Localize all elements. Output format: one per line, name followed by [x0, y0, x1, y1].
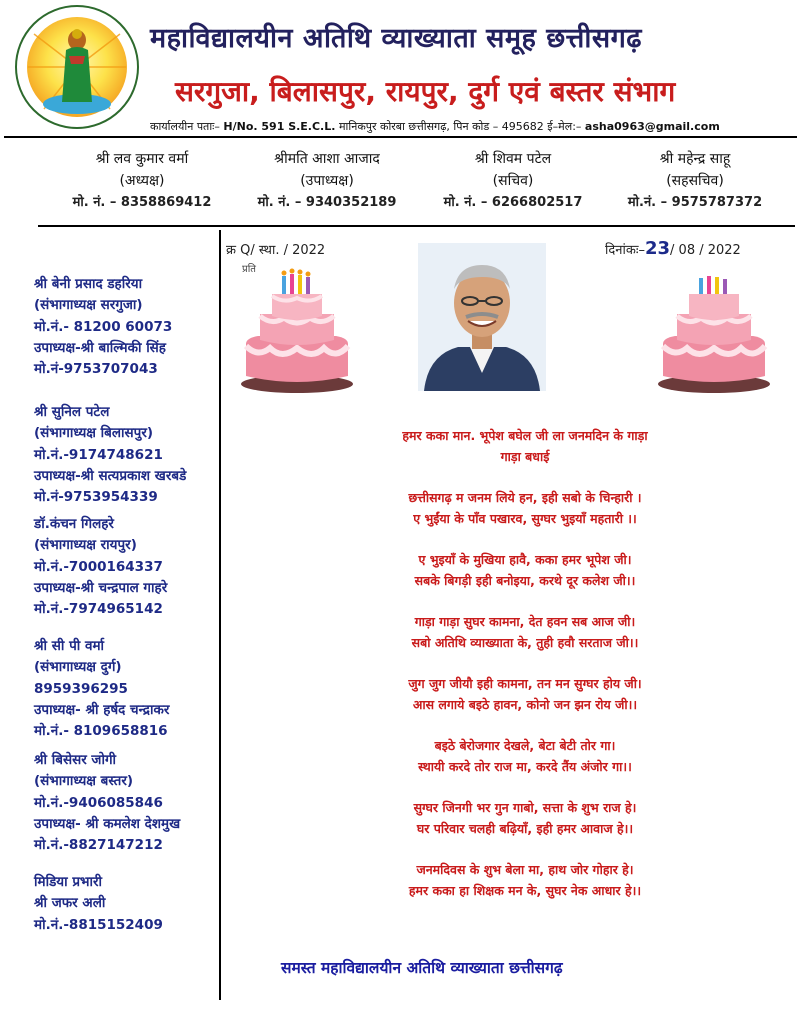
- division-subtitle: सरगुजा, बिलासपुर, रायपुर, दुर्ग एवं बस्तर संभाग: [175, 75, 676, 108]
- letter-date: [605, 238, 741, 259]
- poem-line: छत्तीसगढ़ म जनम लिये हन, इही सबो के चिन्हारी ।: [408, 490, 642, 505]
- contact-line: डॉ.कंचन गिलहरे: [34, 516, 114, 532]
- contact-line: श्री सुनिल पटेल: [34, 404, 110, 420]
- contact-line: मो.नं.-8827147212: [34, 837, 163, 854]
- signature-footer: समस्त महाविद्यालयीन अतिथि व्याख्याता छत्तीसगढ़: [281, 959, 563, 977]
- contact-line: उपाध्यक्ष-श्री बाल्मिकी सिंह: [34, 339, 166, 356]
- contact-line: 8959396295: [34, 680, 128, 697]
- poem-line: गाड़ा बधाई: [500, 448, 550, 464]
- poem-line: स्थायी करदे तोर राज मा, करदे तैंय अंजोर गा।।: [418, 758, 632, 774]
- address-house-number: H/No. 591 S.E.C.L.: [223, 120, 336, 133]
- division-contact-raipur: [34, 514, 167, 620]
- contact-line: (संभागाध्यक्ष रायपुर): [34, 537, 137, 554]
- contact-line: मो.नं.-8815152409: [34, 916, 163, 933]
- address-rest: मानिकपुर कोरबा छत्तीसगढ़, पिन कोड – 495682 ई–मेल:–: [338, 120, 582, 133]
- email-address[interactable]: asha0963@gmail.com: [584, 120, 720, 133]
- contact-line: (संभागाध्यक्ष बस्तर): [34, 773, 134, 790]
- contact-line: मो.नं.-9174748621: [34, 446, 163, 463]
- poem-stanza: [300, 674, 750, 715]
- officer-name: श्रीमति आशा आजाद: [274, 151, 380, 167]
- contact-line: (संभागाध्यक्ष सरगुजा): [34, 297, 143, 314]
- division-contact-bilaspur: [34, 402, 186, 508]
- prati-label: प्रति: [242, 264, 256, 275]
- contact-line: श्री बिसेसर जोगी: [34, 752, 117, 768]
- officer-role: (सहसचिव): [666, 173, 724, 189]
- officer-role: (उपाध्यक्ष): [300, 173, 354, 189]
- officers-divider: [38, 225, 795, 227]
- poem-line: ए भुईंया के पाँव पखारव, सुग्घर भुइयाँ महतारी ।।: [413, 510, 637, 526]
- contact-line: मो.नं-9753707043: [34, 361, 158, 378]
- poem-heading: [300, 426, 750, 467]
- officer-name: श्री लव कुमार वर्मा: [95, 151, 189, 167]
- poem-stanza: [300, 488, 750, 529]
- poem-line: घर परिवार चलही बढ़ियाँ, इही हमर आवाज हे।।: [416, 820, 634, 836]
- officer-name: श्री महेन्द्र साहू: [659, 151, 731, 167]
- poem-line: हमर कका मान. भूपेश बघेल जी ला जनमदिन के गाड़ा: [402, 428, 648, 443]
- contact-line: मो.नं.- 81200 60073: [34, 318, 173, 335]
- division-contact-bastar: [34, 750, 180, 856]
- contact-line: उपाध्यक्ष-श्री चन्द्रपाल गाहरे: [34, 579, 168, 596]
- poem-line: बइठे बेरोजगार देखले, बेटा बेटी तोर गा।: [434, 738, 616, 753]
- poem-line: सबो अतिथि व्याख्याता के, तुही हवौ सरताज जी।।: [411, 634, 639, 650]
- officer-vice-president: [227, 148, 427, 214]
- office-address: [150, 119, 720, 134]
- date-day: 23: [644, 238, 671, 259]
- poem-stanza: [300, 736, 750, 777]
- header-divider: [4, 136, 797, 138]
- contact-line: उपाध्यक्ष- श्री हर्षद चन्द्राकर: [34, 701, 170, 718]
- poem-stanza: [300, 798, 750, 839]
- officer-role: (अध्यक्ष): [119, 173, 165, 189]
- date-rest: / 08 / 2022: [670, 243, 741, 258]
- contact-line: (संभागाध्यक्ष बिलासपुर): [34, 425, 154, 442]
- contact-line: मो.नं.-9406085846: [34, 794, 163, 811]
- officer-role: (सचिव): [492, 173, 534, 189]
- contact-line: (संभागाध्यक्ष दुर्ग): [34, 659, 122, 676]
- poem-line: जनमदिवस के शुभ बेला मा, हाथ जोर गोहार हे।: [416, 862, 634, 877]
- officer-president: [42, 148, 242, 214]
- contact-line: मो.नं.-7974965142: [34, 601, 163, 618]
- poem-line: हमर कका हा शिक्षक मन के, सुघर नेक आधार हे।।: [408, 882, 642, 898]
- officer-phone: मो. नं. – 8358869412: [72, 195, 212, 210]
- officer-phone: मो. नं. – 9340352189: [257, 195, 397, 210]
- contact-line: मिडिया प्रभारी: [34, 874, 103, 890]
- media-incharge-contact: [34, 872, 163, 936]
- organization-logo: [14, 4, 140, 130]
- contact-line: मो.नं.-7000164337: [34, 558, 163, 575]
- date-label: दिनांकः–: [605, 243, 645, 258]
- officer-secretary: [413, 148, 613, 214]
- address-label: कार्यालयीन पताः–: [150, 120, 220, 133]
- officer-phone: मो.नं. – 9575787372: [627, 195, 763, 210]
- officer-phone: मो. नं. – 6266802517: [443, 195, 583, 210]
- poem-line: सबके बिगड़ी इही बनोइया, करथे दूर कलेश जी।।: [414, 572, 636, 588]
- sidebar-divider: [219, 230, 221, 1000]
- poem-line: गाड़ा गाड़ा सुघर कामना, देत हवन सब आज जी।: [414, 614, 636, 629]
- contact-line: मो.नं.- 8109658816: [34, 723, 168, 740]
- contact-line: श्री सी पी वर्मा: [34, 638, 105, 654]
- org-title: महाविद्यालयीन अतिथि व्याख्याता समूह छत्तीसगढ़: [150, 23, 642, 54]
- division-contact-sarguja: [34, 274, 172, 380]
- poem-stanza: [300, 612, 750, 653]
- poem-line: सुग्घर जिनगी भर गुन गाबो, सत्ता के शुभ राज हे।: [413, 800, 637, 815]
- poem-line: जुग जुग जीयौ इही कामना, तन मन सुग्घर होय जी।: [408, 676, 642, 691]
- chief-minister-portrait: [418, 243, 546, 391]
- contact-line: श्री जफर अली: [34, 895, 106, 912]
- poem-line: आस लगाये बइठे हावन, कोनो जन झन रोय जी।।: [412, 696, 638, 712]
- birthday-cake-image-right: [655, 272, 773, 400]
- poem-stanza: [300, 550, 750, 591]
- poem-line: ए भुइयाँ के मुखिया हावै, कका हमर भूपेश जी।: [418, 552, 632, 567]
- contact-line: श्री बेनी प्रसाद डहरिया: [34, 276, 143, 292]
- contact-line: उपाध्यक्ष- श्री कमलेश देशमुख: [34, 815, 181, 832]
- contact-line: उपाध्यक्ष-श्री सत्यप्रकाश खरबडे: [34, 467, 187, 484]
- officer-joint-secretary: [595, 148, 795, 214]
- birthday-cake-image-left: [238, 266, 356, 394]
- birthday-poem: [300, 426, 750, 922]
- division-contact-durg: [34, 636, 169, 742]
- poem-stanza: [300, 860, 750, 901]
- contact-line: मो.नं-9753954339: [34, 489, 158, 506]
- reference-number: क्र Q/ स्था. / 2022: [226, 243, 326, 258]
- officer-name: श्री शिवम पटेल: [474, 151, 552, 167]
